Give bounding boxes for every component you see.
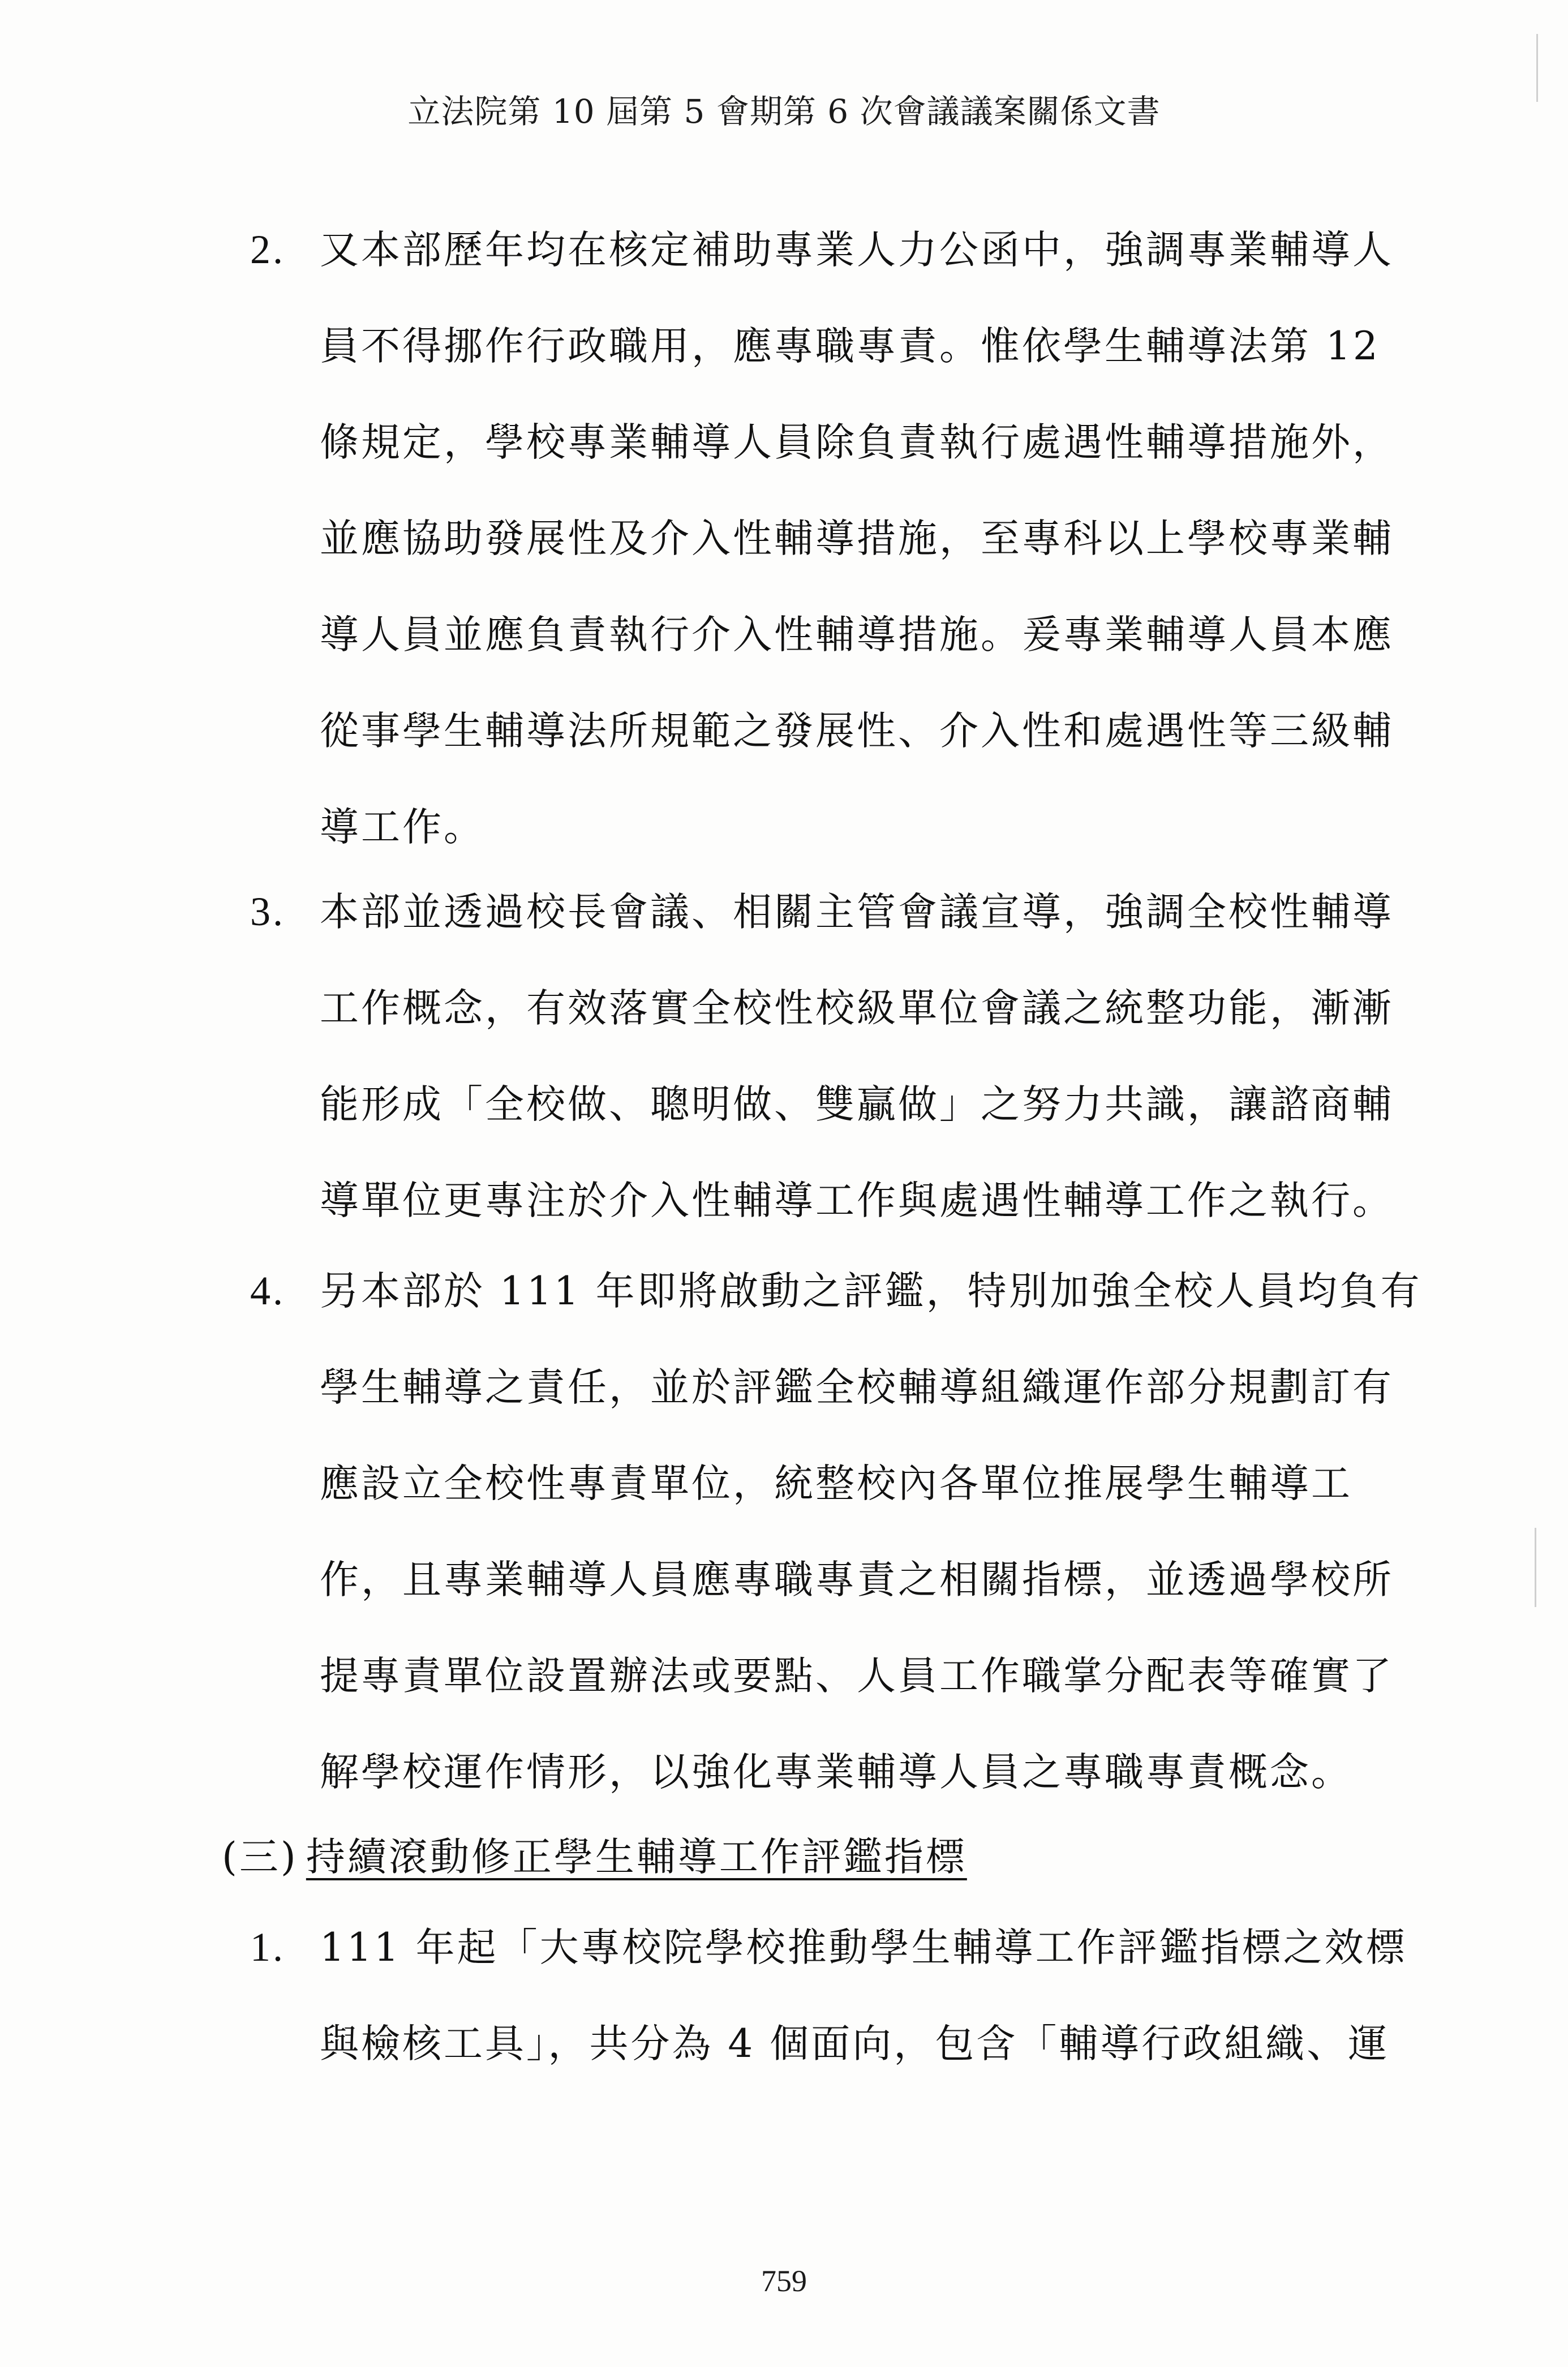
item-number: 1. [250, 1924, 285, 1970]
scan-edge-mark [1535, 1528, 1536, 1607]
item-line: 條規定，學校專業輔導人員除負責執行處遇性輔導措施外， [320, 420, 1394, 465]
item-line: 從事學生輔導法所規範之發展性、介入性和處遇性等三級輔 [320, 708, 1394, 754]
item-line: 提專責單位設置辦法或要點、人員工作職掌分配表等確實了 [320, 1653, 1394, 1699]
item-line: 學生輔導之責任，並於評鑑全校輔導組織運作部分規劃訂有 [320, 1365, 1394, 1410]
item-line: 工作概念，有效落實全校性校級單位會議之統整功能，漸漸 [320, 986, 1394, 1031]
item-number: 4. [250, 1268, 285, 1313]
item-line: 另本部於 111 年即將啟動之評鑑，特別加強全校人員均負有 [320, 1269, 1422, 1314]
page-number: 759 [761, 2264, 807, 2298]
item-line: 導單位更專注於介入性輔導工作與處遇性輔導工作之執行。 [320, 1178, 1394, 1223]
item-line: 與檢核工具」，共分為 4 個面向，包含「輔導行政組織、運 [320, 2021, 1390, 2067]
item-line: 能形成「全校做、聰明做、雙贏做」之努力共識，讓諮商輔 [320, 1082, 1394, 1127]
item-line: 又本部歷年均在核定補助專業人力公函中，強調專業輔導人 [320, 227, 1394, 273]
item-line: 應設立全校性專責單位，統整校內各單位推展學生輔導工 [320, 1461, 1352, 1506]
scan-edge-mark [1536, 34, 1538, 102]
section-marker: (三) [222, 1835, 298, 1880]
item-number: 3. [250, 889, 285, 934]
item-line: 並應協助發展性及介入性輔導措施，至專科以上學校專業輔 [320, 516, 1394, 561]
item-line: 員不得挪作行政職用，應專職專責。惟依學生輔導法第 12 [320, 324, 1380, 369]
item-line: 導人員並應負責執行介入性輔導措施。爰專業輔導人員本應 [320, 612, 1394, 658]
item-line: 111 年起「大專校院學校推動學生輔導工作評鑑指標之效標 [320, 1925, 1407, 1970]
item-line: 解學校運作情形，以強化專業輔導人員之專職專責概念。 [320, 1750, 1352, 1795]
document-header: 立法院第 10 屆第 5 會期第 6 次會議議案關係文書 [407, 92, 1161, 131]
item-line: 導工作。 [320, 805, 485, 850]
section-heading [222, 1835, 967, 1880]
item-line: 本部並透過校長會議、相關主管會議宣導，強調全校性輔導 [320, 890, 1394, 935]
item-line: 作，且專業輔導人員應專職專責之相關指標，並透過學校所 [320, 1557, 1394, 1603]
section-title: 持續滾動修正學生輔導工作評鑑指標 [306, 1835, 967, 1880]
item-number: 2. [250, 227, 285, 272]
